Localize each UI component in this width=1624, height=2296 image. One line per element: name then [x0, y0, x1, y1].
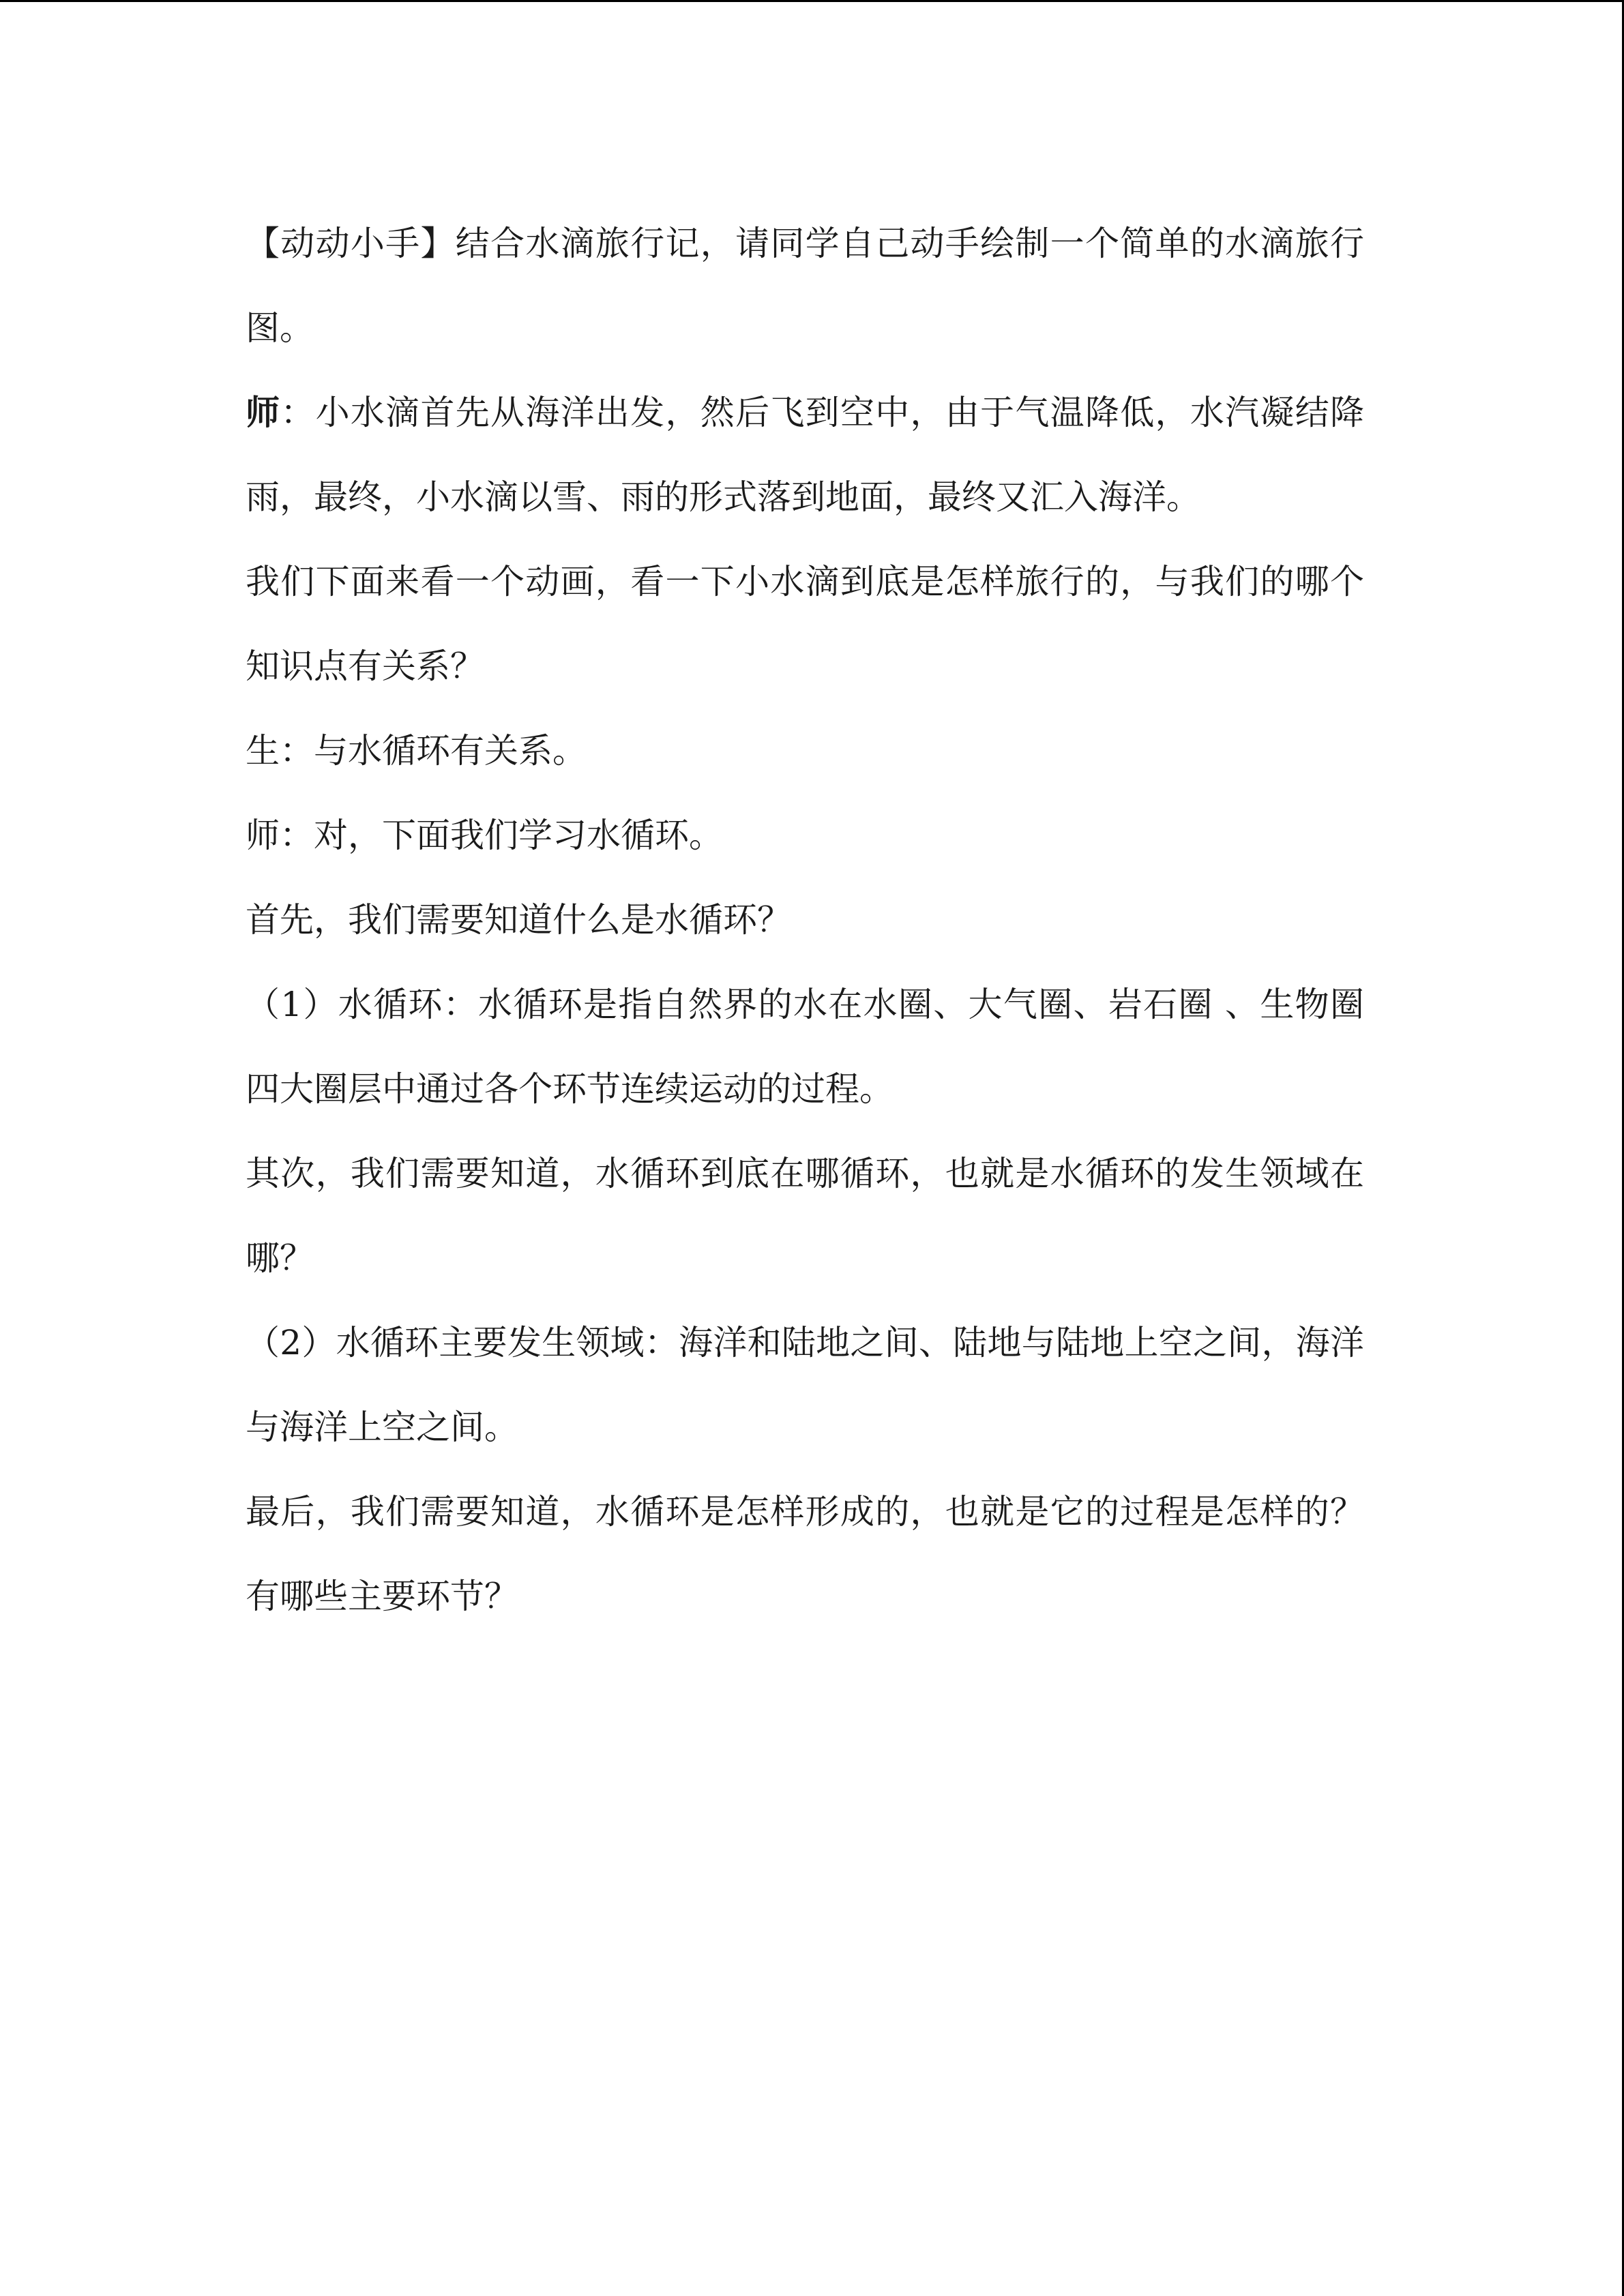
paragraph-first-question: [246, 878, 1364, 962]
speaker-label: 师: [246, 392, 281, 432]
paragraph-second-question: [246, 1131, 1364, 1300]
paragraph-text: 【动动小手】结合水滴旅行记，请同学自己动手绘制一个简单的水滴旅行图。: [246, 224, 1364, 348]
document-body: [246, 201, 1364, 1639]
paragraph-teacher-reply: [246, 793, 1364, 878]
paragraph-student-answer: [246, 709, 1364, 793]
paragraph-domains: [246, 1300, 1364, 1470]
paragraph-text: 师：对，下面我们学习水循环。: [246, 816, 723, 855]
paragraph-text: （1）水循环：水循环是指自然界的水在水圈、大气圈、岩石圈 、生物圈四大圈层中通过各个环节连续运动的过程。: [246, 985, 1364, 1109]
paragraph-final-question: [246, 1470, 1364, 1639]
paragraph-text: 首先，我们需要知道什么是水循环？: [246, 900, 791, 940]
paragraph-animation-question: [246, 539, 1364, 709]
paragraph-text: ：小水滴首先从海洋出发，然后飞到空中，由于气温降低，水汽凝结降雨，最终，小水滴以雪、雨的形式落到地面，最终又汇入海洋。: [246, 393, 1365, 517]
paragraph-definition: [246, 962, 1364, 1131]
paragraph-text: 我们下面来看一个动画，看一下小水滴到底是怎样旅行的，与我们的哪个知识点有关系？: [246, 562, 1364, 686]
paragraph-text: 最后，我们需要知道，水循环是怎样形成的，也就是它的过程是怎样的？有哪些主要环节？: [246, 1492, 1364, 1616]
paragraph-text: 其次，我们需要知道，水循环到底在哪循环，也就是水循环的发生领域在哪？: [246, 1154, 1364, 1278]
paragraph-hands-on: [246, 201, 1364, 370]
paragraph-teacher-narration: [246, 370, 1364, 539]
paragraph-text: （2）水循环主要发生领域：海洋和陆地之间、陆地与陆地上空之间，海洋与海洋上空之间。: [246, 1323, 1364, 1447]
paragraph-text: 生：与水循环有关系。: [246, 731, 587, 771]
